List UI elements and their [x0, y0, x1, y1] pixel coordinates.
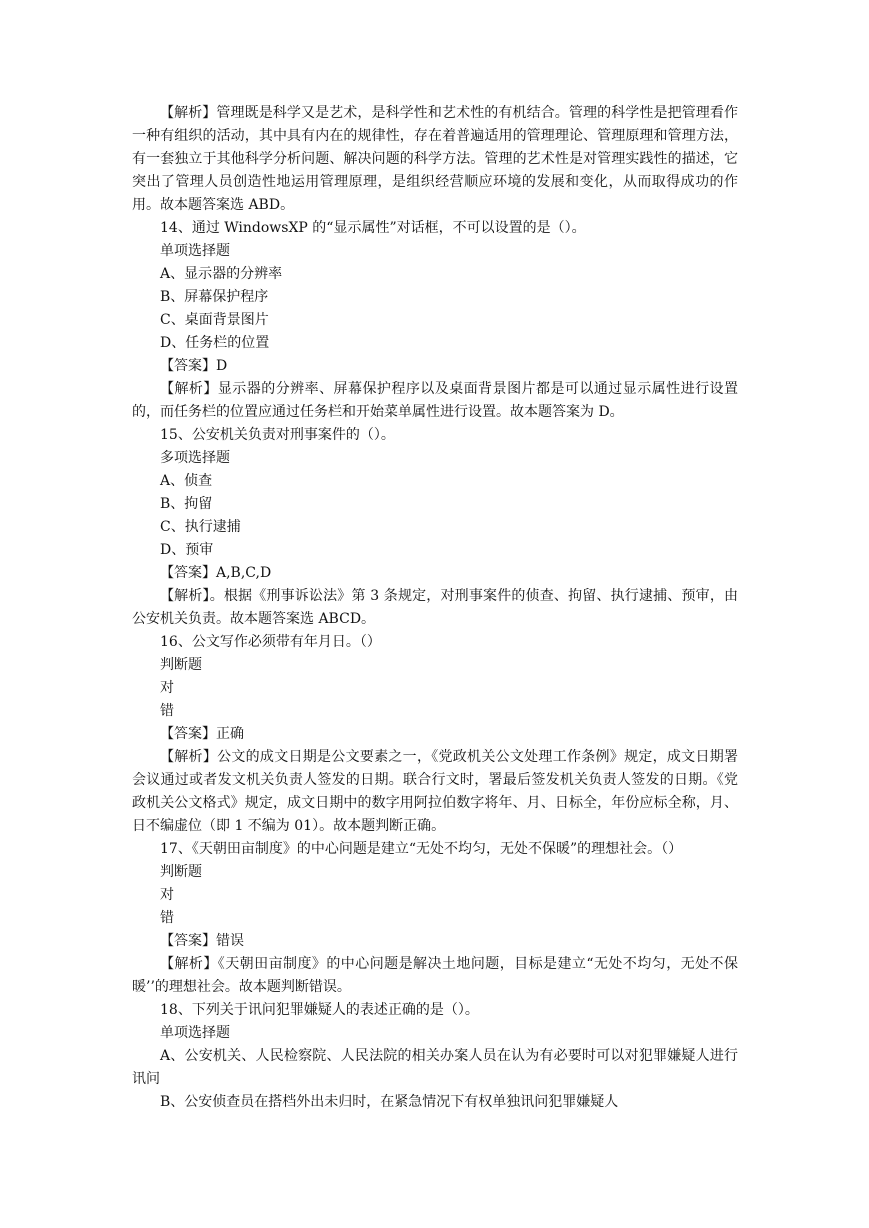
q15-option-d: D、预审 [160, 542, 214, 558]
q15-option-a: A、侦查 [160, 473, 213, 489]
q14-analysis: 【解析】显示器的分辨率、屏幕保护程序以及桌面背景图片都是可以通过显示属性进行设置的，而任务栏的位置应通过任务栏和开始菜单属性进行设置。故本题答案为 D。 [132, 381, 738, 420]
q15-answer: 【答案】A,B,C,D [160, 565, 272, 581]
q16-type: 判断题 [160, 657, 202, 673]
q15-option-c: C、执行逮捕 [160, 519, 241, 535]
q18-option-a: A、公安机关、人民检察院、人民法院的相关办案人员在认为有必要时可以对犯罪嫌疑人进行讯问 [132, 1048, 738, 1087]
q14-type: 单项选择题 [160, 243, 230, 259]
q14-option-c: C、桌面背景图片 [160, 312, 269, 328]
q16-analysis: 【解析】公文的成文日期是公文要素之一，《党政机关公文处理工作条例》规定，成文日期署会议通过或者发文机关负责人签发的日期。联合行文时，署最后签发机关负责人签发的日期。《党政机关公文格式》规定，成文日期中的数字用阿拉伯数字将年、月、日标全，年份应标全称，月、日不编虚位（即 1 不编为 01）。故本题判断正确。 [132, 749, 738, 834]
q15-type: 多项选择题 [160, 450, 230, 466]
q17-question: 17、《天朝田亩制度》的中心问题是建立“无处不均匀，无处不保暖”的理想社会。（） [160, 841, 683, 857]
q17-analysis: 【解析】《天朝田亩制度》的中心问题是解决土地问题，目标是建立“无处不均匀，无处不保暖’’的理想社会。故本题判断错误。 [132, 956, 738, 995]
q17-option-true: 对 [160, 887, 174, 903]
q18-type: 单项选择题 [160, 1025, 230, 1041]
q16-question: 16、公文写作必须带有年月日。（） [160, 634, 381, 650]
q17-answer: 【答案】错误 [160, 933, 244, 949]
q16-option-false: 错 [160, 703, 174, 719]
q18-option-b: B、公安侦查员在搭档外出未归时，在紧急情况下有权单独讯问犯罪嫌疑人 [160, 1094, 619, 1110]
document-body [132, 102, 738, 1114]
q14-option-a: A、显示器的分辨率 [160, 266, 283, 282]
q17-type: 判断题 [160, 864, 202, 880]
q14-question: 14、通过 WindowsXP 的“显示属性”对话框，不可以设置的是（）。 [160, 220, 586, 236]
q16-option-true: 对 [160, 680, 174, 696]
q14-answer: 【答案】D [160, 358, 228, 374]
q14-option-d: D、任务栏的位置 [160, 335, 270, 351]
q15-analysis: 【解析】。根据《刑事诉讼法》第 3 条规定，对刑事案件的侦查、拘留、执行逮捕、预审，由公安机关负责。故本题答案选 ABCD。 [132, 588, 738, 627]
q15-question: 15、公安机关负责对刑事案件的（）。 [160, 427, 395, 443]
q16-answer: 【答案】正确 [160, 726, 244, 742]
q17-option-false: 错 [160, 910, 174, 926]
q15-option-b: B、拘留 [160, 496, 213, 512]
q14-option-b: B、屏幕保护程序 [160, 289, 269, 305]
q18-question: 18、下列关于讯问犯罪嫌疑人的表述正确的是（）。 [160, 1002, 479, 1018]
q13-analysis: 【解析】管理既是科学又是艺术，是科学性和艺术性的有机结合。管理的科学性是把管理看作一种有组织的活动，其中具有内在的规律性，存在着普遍适用的管理理论、管理原理和管理方法，有一套独立于其他科学分析问题、解决问题的科学方法。管理的艺术性是对管理实践性的描述，它突出了管理人员创造性地运用管理原理，是组织经营顺应环境的发展和变化，从而取得成功的作用。故本题答案选 ABD。 [132, 105, 738, 213]
